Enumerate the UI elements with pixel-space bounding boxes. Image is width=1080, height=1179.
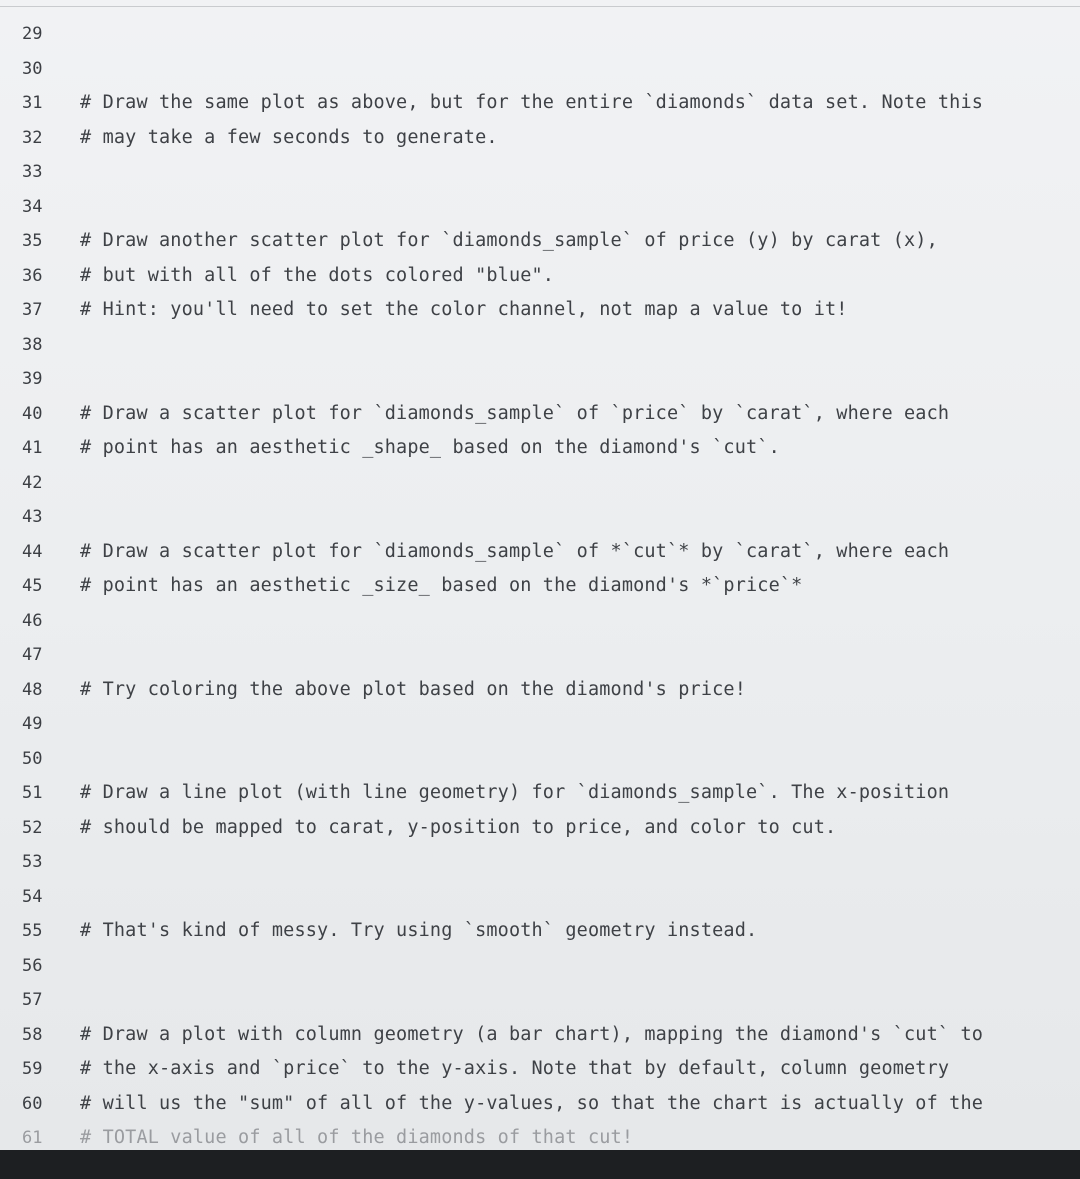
code-line[interactable] xyxy=(0,190,1080,225)
code-comment[interactable]: # should be mapped to carat, y-position to price, and color to cut. xyxy=(80,816,837,838)
code-comment[interactable]: # Draw a line plot (with line geometry) for `diamonds_sample`. The x-position xyxy=(80,782,950,803)
line-number: 44 xyxy=(22,541,43,562)
code-line[interactable] xyxy=(0,224,1080,259)
code-line[interactable] xyxy=(0,52,1080,87)
line-number: 50 xyxy=(22,748,43,769)
code-line[interactable] xyxy=(0,362,1080,397)
code-line[interactable] xyxy=(0,845,1080,880)
line-number: 30 xyxy=(22,58,43,79)
code-line[interactable] xyxy=(0,155,1080,190)
code-line[interactable] xyxy=(0,121,1080,156)
line-number: 43 xyxy=(22,507,43,527)
code-line[interactable] xyxy=(0,811,1080,846)
line-number: 45 xyxy=(22,576,43,596)
code-comment[interactable]: # Draw the same plot as above, but for the entire `diamonds` data set. Note this xyxy=(80,92,984,113)
line-number: 61 xyxy=(22,1128,43,1148)
line-number: 56 xyxy=(22,955,43,976)
line-number: 49 xyxy=(22,714,43,734)
line-number: 55 xyxy=(22,921,43,941)
screen-bottom-bezel xyxy=(0,1150,1080,1179)
code-line[interactable] xyxy=(0,983,1080,1018)
line-number: 54 xyxy=(22,886,43,907)
code-comment[interactable]: # Draw a plot with column geometry (a bar chart), mapping the diamond's `cut` to xyxy=(80,1023,984,1045)
line-number: 31 xyxy=(22,93,43,113)
code-line[interactable] xyxy=(0,776,1080,811)
code-comment[interactable]: # Draw another scatter plot for `diamonds_sample` of price (y) by carat (x), xyxy=(80,230,938,251)
line-number: 40 xyxy=(22,403,43,424)
code-comment[interactable]: # but with all of the dots colored "blue". xyxy=(80,264,555,286)
code-line[interactable] xyxy=(0,638,1080,673)
code-line[interactable] xyxy=(0,880,1080,915)
code-line[interactable] xyxy=(0,466,1080,501)
line-number: 41 xyxy=(22,438,43,458)
code-line[interactable] xyxy=(0,1121,1080,1150)
code-line[interactable] xyxy=(0,535,1080,570)
code-line[interactable] xyxy=(0,673,1080,708)
code-line[interactable] xyxy=(0,431,1080,466)
code-comment[interactable]: # TOTAL value of all of the diamonds of that cut! xyxy=(80,1127,634,1148)
code-comment[interactable]: # That's kind of messy. Try using `smooth` geometry instead. xyxy=(80,920,758,941)
code-comment[interactable]: # may take a few seconds to generate. xyxy=(80,126,498,148)
code-line[interactable] xyxy=(0,949,1080,984)
line-number: 52 xyxy=(22,817,43,838)
code-comment[interactable]: # Hint: you'll need to set the color channel, not map a value to it! xyxy=(80,299,848,320)
line-number: 36 xyxy=(22,265,43,286)
code-line[interactable] xyxy=(0,604,1080,639)
line-number: 38 xyxy=(22,334,43,355)
code-line[interactable] xyxy=(0,914,1080,949)
editor-top-border xyxy=(0,6,1080,7)
code-line[interactable] xyxy=(0,742,1080,777)
code-line[interactable] xyxy=(0,86,1080,121)
code-line[interactable] xyxy=(0,17,1080,52)
code-line[interactable] xyxy=(0,293,1080,328)
line-number: 34 xyxy=(22,196,43,217)
code-line[interactable] xyxy=(0,707,1080,742)
line-number: 42 xyxy=(22,472,43,493)
code-line[interactable] xyxy=(0,569,1080,604)
line-number: 47 xyxy=(22,645,43,665)
code-line[interactable] xyxy=(0,1087,1080,1122)
line-number: 39 xyxy=(22,369,43,389)
line-number: 33 xyxy=(22,162,43,182)
line-number: 58 xyxy=(22,1024,43,1045)
code-line[interactable] xyxy=(0,500,1080,535)
line-number: 57 xyxy=(22,990,43,1010)
code-line[interactable] xyxy=(0,259,1080,294)
code-comment[interactable]: # point has an aesthetic _shape_ based on the diamond's `cut`. xyxy=(80,437,780,458)
code-comment[interactable]: # Try coloring the above plot based on the diamond's price! xyxy=(80,678,746,700)
line-number: 53 xyxy=(22,852,43,872)
line-number: 37 xyxy=(22,300,43,320)
code-line[interactable] xyxy=(0,328,1080,363)
line-number: 60 xyxy=(22,1093,43,1114)
code-line[interactable] xyxy=(0,1052,1080,1087)
line-number: 48 xyxy=(22,679,43,700)
line-number: 29 xyxy=(22,24,43,44)
line-number: 35 xyxy=(22,231,43,251)
code-line[interactable] xyxy=(0,397,1080,432)
line-number: 32 xyxy=(22,127,43,148)
line-number: 59 xyxy=(22,1059,43,1079)
code-comment[interactable]: # Draw a scatter plot for `diamonds_sample` of *`cut`* by `carat`, where each xyxy=(80,540,950,562)
line-number: 51 xyxy=(22,783,43,803)
code-comment[interactable]: # the x-axis and `price` to the y-axis. Note that by default, column geometry xyxy=(80,1058,950,1079)
code-line[interactable] xyxy=(0,1018,1080,1053)
code-comment[interactable]: # point has an aesthetic _size_ based on the diamond's *`price`* xyxy=(80,575,803,596)
code-comment[interactable]: # Draw a scatter plot for `diamonds_sample` of `price` by `carat`, where each xyxy=(80,402,950,424)
code-comment[interactable]: # will us the "sum" of all of the y-values, so that the chart is actually of the xyxy=(80,1092,984,1114)
line-number: 46 xyxy=(22,610,43,631)
